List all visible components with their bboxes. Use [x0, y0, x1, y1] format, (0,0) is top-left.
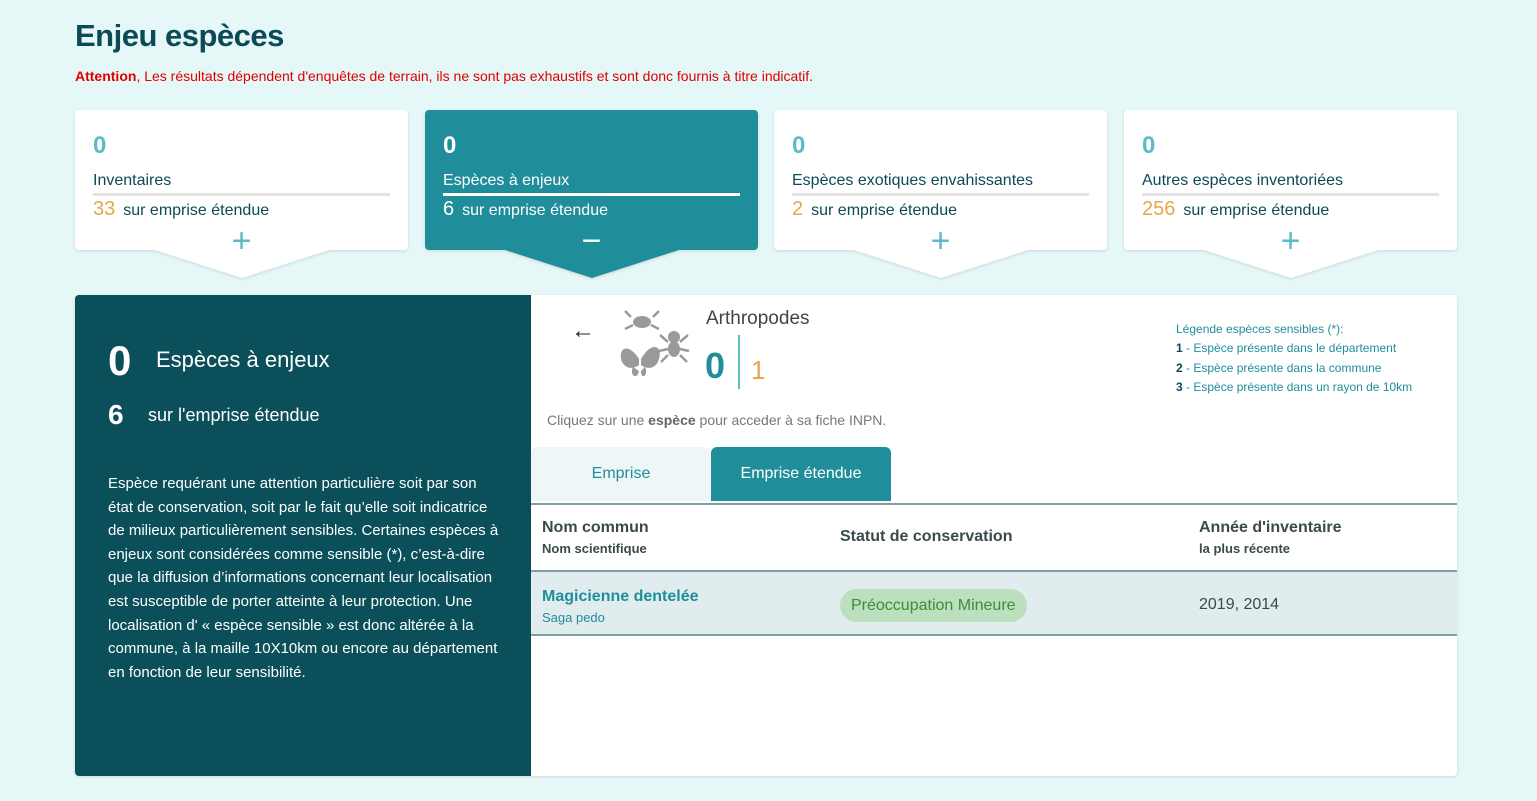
status-badge: Préoccupation Mineure [840, 589, 1027, 622]
card-label: Espèces à enjeux [443, 172, 740, 196]
card-count: 0 [443, 132, 457, 159]
warning-message [75, 68, 813, 84]
arrow-left-icon[interactable]: ← [571, 317, 595, 344]
detail-count: 0 [108, 337, 132, 384]
plus-icon[interactable]: + [231, 222, 252, 260]
card-especes-enjeux[interactable] [425, 110, 758, 260]
legend-title: Légende espèces sensibles (*): [1176, 322, 1344, 336]
header-nom-commun: Nom commun Nom scientifique [542, 519, 649, 556]
card-sub-text: sur emprise étendue [1183, 202, 1330, 219]
card-especes-exotiques[interactable] [774, 110, 1107, 260]
card-sub [792, 198, 1089, 221]
page-title: Enjeu espèces [75, 18, 284, 53]
species-list-panel [531, 295, 1457, 776]
card-inventaires[interactable] [75, 110, 408, 260]
species-common-name[interactable]: Magicienne dentelée [542, 588, 699, 605]
card-count: 0 [792, 132, 806, 159]
group-count-divider [738, 335, 740, 389]
minus-icon[interactable]: − [581, 222, 602, 260]
table-row[interactable] [531, 570, 1457, 636]
legend-item: 2 - Espèce présente dans la commune [1176, 360, 1382, 375]
tab-emprise-etendue[interactable]: Emprise étendue [711, 447, 891, 501]
card-autres-especes[interactable] [1124, 110, 1457, 260]
card-sub-num: 2 [792, 198, 804, 220]
card-sub [1142, 198, 1439, 221]
detail-extended-count: 6 [108, 399, 124, 430]
inventory-years: 2019, 2014 [1199, 596, 1280, 613]
plus-icon[interactable]: + [1280, 222, 1301, 260]
card-sub [443, 198, 740, 221]
header-statut: Statut de conservation [840, 528, 1013, 545]
warning-strong: Attention [75, 68, 137, 84]
group-count: 0 [705, 345, 726, 386]
header-annee: Année d'inventaire la plus récente [1199, 519, 1342, 556]
detail-summary [75, 295, 531, 776]
warning-text: , Les résultats dépendent d'enquêtes de terrain, ils ne sont pas exhaustifs et sont donc fournis à titre indicatif. [136, 68, 814, 84]
sensitive-legend [1176, 320, 1412, 397]
species-scientific-name: Saga pedo [542, 610, 605, 625]
card-sub-num: 6 [443, 198, 455, 220]
legend-item: 3 - Espèce présente dans un rayon de 10km [1176, 379, 1413, 394]
card-sub-text: sur emprise étendue [123, 202, 270, 219]
card-sub [93, 198, 390, 221]
detail-description: Espèce requérant une attention particulière soit par son état de conservation, soit par le fait qu’elle soit indicatrice de milieux particulièrement sensibles. Certaines espèces à enjeux sont considérées comme sensible (*), c’est-à-dire que la diffusion d’informations concernant leur localisation est susceptible de porter atteinte à leur protection. Une localisation d' « espèce sensible » est donc altérée à la commune, à la maille 10X10km ou encore au département en fonction de leur sensibilité. [108, 475, 499, 681]
detail-label: Espèces à enjeux [156, 347, 330, 372]
detail-extended-label: sur l'emprise étendue [148, 405, 320, 425]
arthropods-icon [617, 307, 697, 382]
card-sub-num: 256 [1142, 198, 1176, 220]
inpn-hint: Cliquez sur une espèce pour acceder à sa fiche INPN. [547, 412, 887, 428]
card-sub-text: sur emprise étendue [462, 202, 608, 219]
detail-panel [75, 295, 1457, 776]
tab-emprise[interactable]: Emprise [531, 447, 711, 501]
card-sub-text: sur emprise étendue [811, 202, 957, 219]
card-label: Espèces exotiques envahissantes [792, 172, 1089, 196]
card-sub-num: 33 [93, 198, 116, 220]
legend-item: 1 - Espèce présente dans le département [1176, 341, 1397, 356]
card-count: 0 [93, 132, 107, 159]
card-count: 0 [1142, 132, 1156, 159]
group-name: Arthropodes [706, 308, 810, 329]
table-header [531, 505, 1457, 570]
group-extended-count: 1 [751, 355, 766, 385]
plus-icon[interactable]: + [930, 222, 951, 260]
card-label: Autres espèces inventoriées [1142, 172, 1439, 196]
card-label: Inventaires [93, 172, 390, 196]
